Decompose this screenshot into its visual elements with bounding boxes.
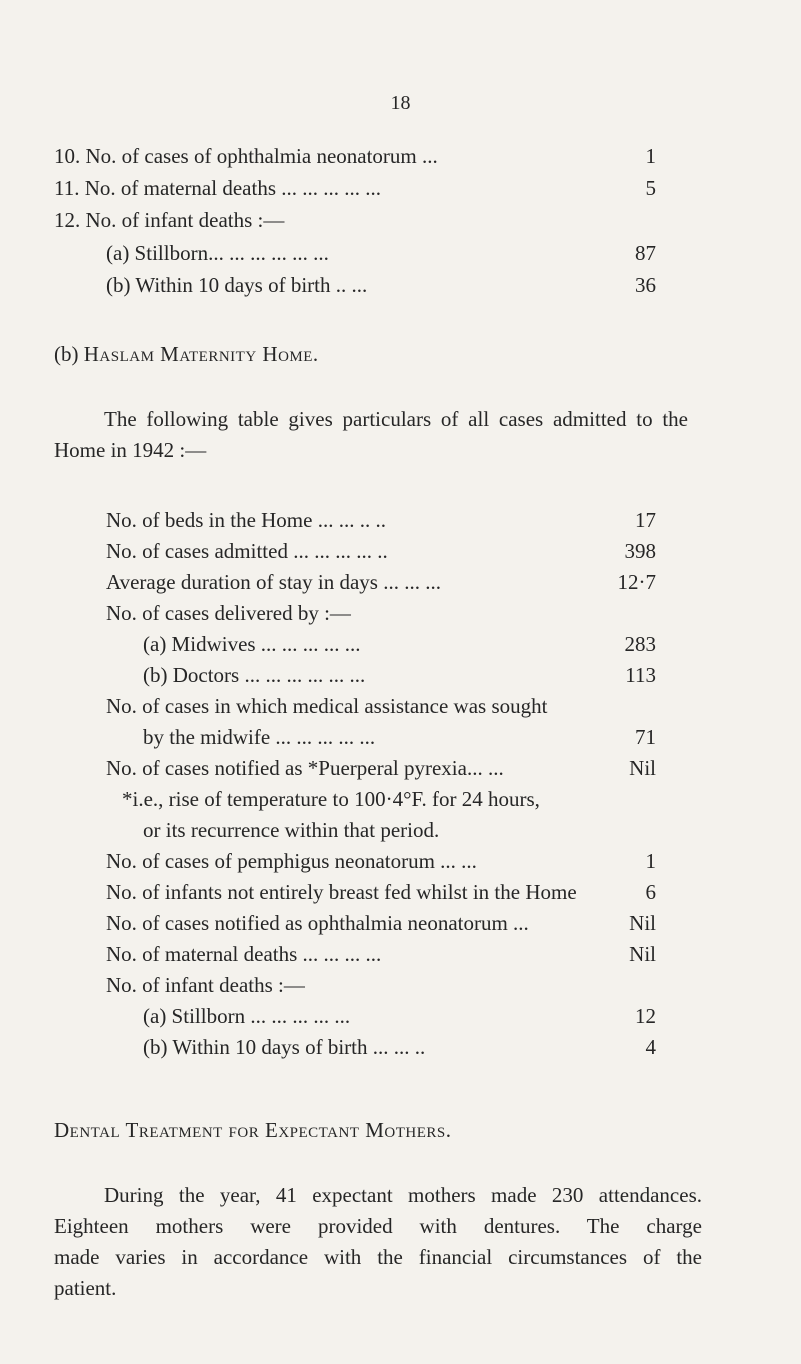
table-row-value: 71: [635, 725, 656, 749]
section-heading: [54, 339, 319, 369]
list-item-value: 1: [645, 144, 656, 168]
table-row-label: No. of infant deaths :—: [106, 973, 305, 997]
table-row-value: 6: [645, 880, 656, 904]
table-row-label: No. of beds in the Home ... ... .. ..: [106, 508, 386, 532]
table-row-label: No. of cases admitted ... ... ... ... ..: [106, 539, 388, 563]
list-item-value: 5: [645, 176, 656, 200]
list-item-label: 11. No. of maternal deaths ... ... ... ... ...: [54, 176, 381, 200]
table-row-label: No. of cases notified as ophthalmia neonatorum ...: [106, 911, 529, 935]
table-footnote: or its recurrence within that period.: [143, 818, 440, 842]
table-row-value: 1: [645, 849, 656, 873]
table-row-value: 113: [625, 663, 656, 687]
section-title: Haslam Maternity Home.: [83, 342, 319, 366]
table-row-label: (a) Stillborn ... ... ... ... ...: [143, 1004, 351, 1028]
table-row-label: Average duration of stay in days ... ... ...: [106, 570, 441, 594]
dental-heading: Dental Treatment for Expectant Mothers.: [54, 1118, 452, 1142]
table-row-label: (a) Midwives ... ... ... ... ...: [143, 632, 361, 656]
table-row-value: 12: [635, 1004, 656, 1028]
intro-paragraph: [54, 404, 688, 466]
intro-line: Home in 1942 :—: [54, 438, 207, 462]
table-row-value: Nil: [629, 911, 656, 935]
list-item-label: (b) Within 10 days of birth .. ...: [106, 273, 368, 297]
list-item-label: 10. No. of cases of ophthalmia neonatorum ...: [54, 144, 438, 168]
table-row-value: 17: [635, 508, 656, 532]
section-prefix: (b): [54, 342, 79, 366]
page-number: 18: [390, 92, 411, 114]
table-row-label: No. of cases notified as *Puerperal pyrexia... ...: [106, 756, 504, 780]
table-row-label: No. of maternal deaths ... ... ... ...: [106, 942, 382, 966]
dental-paragraph: [54, 1180, 702, 1304]
table-row-value: Nil: [629, 756, 656, 780]
intro-line: The following table gives particulars of all cases admitted to the: [104, 407, 688, 431]
table-row-label: No. of cases of pemphigus neonatorum ... ...: [106, 849, 477, 873]
list-item-value: 87: [635, 241, 656, 265]
dental-line: made varies in accordance with the financial circumstances of the: [54, 1245, 702, 1269]
table-row-label: (b) Doctors ... ... ... ... ... ...: [143, 663, 366, 687]
table-footnote: *i.e., rise of temperature to 100·4°F. for 24 hours,: [122, 787, 540, 811]
dental-line: During the year, 41 expectant mothers made 230 attendances.: [104, 1183, 702, 1207]
dental-line: Eighteen mothers were provided with dentures. The charge: [54, 1214, 702, 1238]
dental-line: patient.: [54, 1276, 117, 1300]
list-item-label: (a) Stillborn... ... ... ... ... ...: [106, 241, 329, 265]
table-row-value: 4: [645, 1035, 656, 1059]
list-item-value: 36: [635, 273, 656, 297]
table-row-value: Nil: [629, 942, 656, 966]
table-row-value: 12·7: [617, 570, 656, 594]
table-row-value: 283: [624, 632, 656, 656]
list-item-label: 12. No. of infant deaths :—: [54, 208, 285, 232]
table-row-label: No. of infants not entirely breast fed whilst in the Home: [106, 880, 577, 904]
table-row-label: (b) Within 10 days of birth ... ... ..: [143, 1035, 426, 1059]
table-row-label: by the midwife ... ... ... ... ...: [143, 725, 376, 749]
table-row-value: 398: [624, 539, 656, 563]
table-row-label: No. of cases in which medical assistance was sought: [106, 694, 548, 718]
table-row-label: No. of cases delivered by :—: [106, 601, 351, 625]
